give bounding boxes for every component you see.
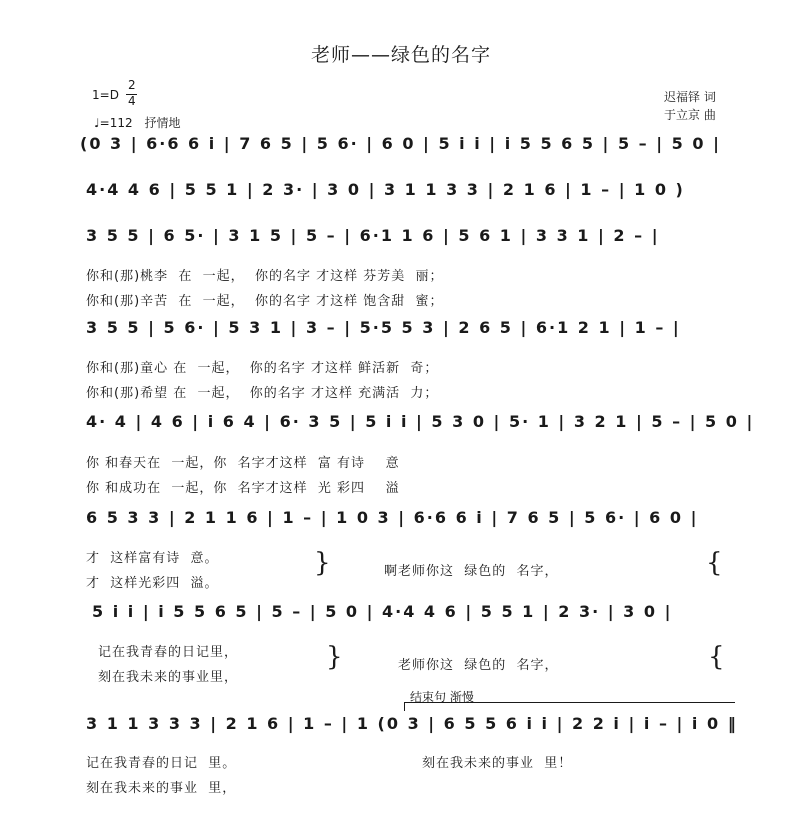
tempo-value: ♩=112	[94, 116, 133, 130]
lyric-line-6-verse-2: 才 这样光彩四 溢。	[86, 576, 219, 591]
lyric-line-3-verse-2: 你和(那)辛苦 在 一起， 你的名字 才这样 饱含甜 蜜；	[86, 294, 444, 309]
lyricist-credit: 迟福铎 词	[664, 90, 716, 104]
brace-right: }	[326, 642, 343, 672]
time-denominator: 4	[128, 94, 136, 108]
music-line-8: 3 1 1 3 3 3 | 2 1 6 | 1 – | 1 (0 3 | 6 5 5 6 i i | 2 2 i | i – | i 0 ‖	[86, 714, 738, 733]
song-title: 老师——绿色的名字	[310, 44, 491, 66]
expression-marking: 抒情地	[144, 116, 181, 130]
ending-label: 结束句 渐慢	[410, 690, 474, 704]
composer-credit: 于立京 曲	[664, 108, 716, 122]
lyric-line-7-verse-1: 记在我青春的日记里，	[98, 645, 239, 660]
key-signature: 1=D	[92, 88, 119, 102]
music-line-3: 3 5 5 | 6 5· | 3 1 5 | 5 – | 6·1 1 6 | 5 6 1 | 3 3 1 | 2 – |	[86, 226, 660, 245]
lyric-line-8-final: 刻在我未来的事业 里！	[422, 756, 573, 771]
lyric-line-3-verse-1: 你和(那)桃李 在 一起， 你的名字 才这样 芬芳美 丽；	[86, 269, 444, 284]
lyric-line-5-verse-2: 你 和成功在 一起，你 名字才这样 光 彩四 溢	[86, 481, 400, 496]
time-numerator: 2	[128, 78, 136, 92]
lyric-line-7-chorus: 老师你这 绿色的 名字，	[398, 658, 559, 673]
lyric-line-8-verse-1: 记在我青春的日记 里。	[86, 756, 237, 771]
music-line-7: 5 i i | i 5 5 6 5 | 5 – | 5 0 | 4·4 4 6 | 5 5 1 | 2 3· | 3 0 |	[92, 602, 673, 621]
lyric-line-6-verse-1: 才 这样富有诗 意。	[86, 551, 219, 566]
lyric-line-7-verse-2: 刻在我未来的事业里，	[98, 670, 239, 685]
lyric-line-4-verse-2: 你和(那)希望 在 一起， 你的名字 才这样 充满活 力；	[86, 386, 439, 401]
music-line-4: 3 5 5 | 5 6· | 5 3 1 | 3 – | 5·5 5 3 | 2 6 5 | 6·1 2 1 | 1 – |	[86, 318, 681, 337]
lyric-line-6-chorus: 啊老师你这 绿色的 名字，	[384, 564, 559, 579]
brace-left: {	[706, 548, 723, 578]
brace-right: }	[314, 548, 331, 578]
brace-left: {	[708, 642, 725, 672]
music-line-1: (0 3 | 6·6 6 i | 7 6 5 | 5 6· | 6 0 | 5 i i | i 5 5 6 5 | 5 – | 5 0 |	[80, 134, 721, 153]
music-line-2: 4·4 4 6 | 5 5 1 | 2 3· | 3 0 | 3 1 1 3 3 | 2 1 6 | 1 – | 1 0 )	[86, 180, 685, 199]
music-line-5: 4· 4 | 4 6 | i 6 4 | 6· 3 5 | 5 i i | 5 3 0 | 5· 1 | 3 2 1 | 5 – | 5 0 |	[86, 412, 755, 431]
lyric-line-5-verse-1: 你 和春天在 一起，你 名字才这样 富 有诗 意	[86, 456, 400, 471]
lyric-line-4-verse-1: 你和(那)童心 在 一起， 你的名字 才这样 鲜活新 奇；	[86, 361, 439, 376]
lyric-line-8-verse-2: 刻在我未来的事业 里，	[86, 781, 237, 796]
music-line-6: 6 5 3 3 | 2 1 1 6 | 1 – | 1 0 3 | 6·6 6 i | 7 6 5 | 5 6· | 6 0 |	[86, 508, 699, 527]
